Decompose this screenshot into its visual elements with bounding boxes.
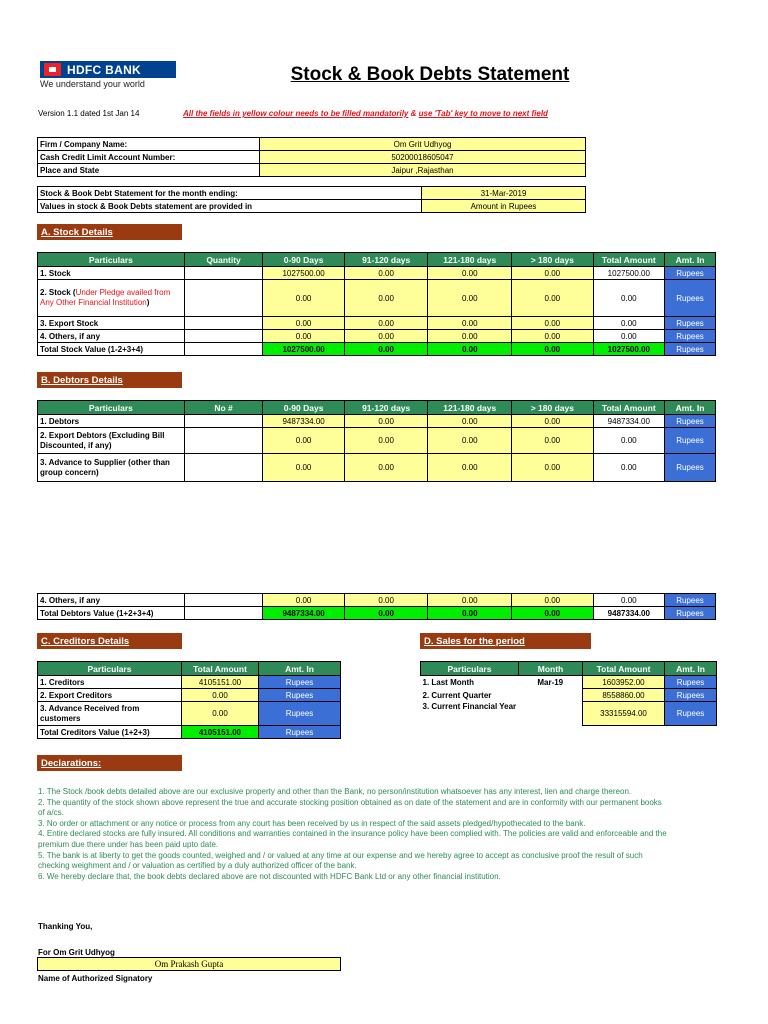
account-number-field[interactable]: 50200018605047 <box>260 151 586 164</box>
unit-cell: Rupees <box>664 594 715 607</box>
table-row <box>38 702 341 726</box>
value-cell[interactable]: 0.00 <box>428 594 512 607</box>
value-cell[interactable]: 0.00 <box>512 267 594 280</box>
unit-cell: Rupees <box>259 676 341 689</box>
total-value-cell: 0.00 <box>512 343 594 356</box>
table-row <box>38 280 716 317</box>
table-row <box>38 330 716 343</box>
total-label: Total Stock Value (1-2+3+4) <box>38 343 185 356</box>
unit-cell: Rupees <box>664 343 715 356</box>
unit-cell: Rupees <box>664 280 715 317</box>
col-total: Total Amount <box>182 662 259 676</box>
qty-cell <box>184 343 263 356</box>
value-cell[interactable]: 0.00 <box>512 454 594 482</box>
value-cell[interactable]: 0.00 <box>344 454 428 482</box>
total-cell: 1027500.00 <box>593 267 664 280</box>
col-total: Total Amount <box>583 662 665 676</box>
row-label: 3. Advance to Supplier (other than group concern) <box>38 454 185 482</box>
col-91-120: 91-120 days <box>344 253 428 267</box>
number-cell <box>184 607 263 620</box>
qty-cell[interactable] <box>184 267 263 280</box>
col-121-180: 121-180 days <box>428 401 512 415</box>
col-180-plus: > 180 days <box>512 253 594 267</box>
row-label: 2. Export Creditors <box>38 689 182 702</box>
value-cell[interactable]: 0.00 <box>428 280 512 317</box>
value-cell[interactable]: 0.00 <box>512 415 594 428</box>
unit-cell: Rupees <box>664 454 715 482</box>
table-row <box>421 676 717 689</box>
table-row <box>38 454 716 482</box>
sales-header-row <box>421 662 717 676</box>
value-cell[interactable]: 33315594.00 <box>583 702 665 726</box>
row-label: 3. Advance Received from customers <box>38 702 182 726</box>
row-label-suffix: ) <box>146 298 150 307</box>
row-label: 3. Export Stock <box>38 317 185 330</box>
stock-table <box>37 252 716 356</box>
value-cell[interactable]: 0.00 <box>182 702 259 726</box>
col-particulars: Particulars <box>421 662 519 676</box>
unit-cell: Rupees <box>664 317 715 330</box>
table-row <box>38 317 716 330</box>
total-value-cell: 0.00 <box>344 607 428 620</box>
unit-cell: Rupees <box>664 330 715 343</box>
col-91-120: 91-120 days <box>344 401 428 415</box>
col-quantity: Quantity <box>184 253 263 267</box>
total-cell: 0.00 <box>593 594 664 607</box>
table-row <box>38 428 716 454</box>
value-cell[interactable]: 0.00 <box>344 594 428 607</box>
total-label: Total Creditors Value (1+2+3) <box>38 726 182 739</box>
col-month: Month <box>519 662 583 676</box>
number-cell[interactable] <box>184 428 263 454</box>
creditors-table <box>37 661 341 739</box>
grand-total-cell: 9487334.00 <box>593 607 664 620</box>
debtors-total-table <box>37 593 716 620</box>
total-cell: 0.00 <box>593 454 664 482</box>
firm-details-table <box>37 137 586 177</box>
declaration-item: 2. The quantity of the stock shown above represent the true and accurate stocking position obtained as on date of the statement and are in conformity with our permanent books of a/cs. <box>38 797 662 818</box>
col-180-plus: > 180 days <box>512 401 594 415</box>
total-value-cell: 0.00 <box>344 343 428 356</box>
total-value-cell: 0.00 <box>428 343 512 356</box>
value-cell[interactable]: 0.00 <box>512 428 594 454</box>
total-cell: 0.00 <box>593 330 664 343</box>
row-label-pledge: Under Pledge availed from Any Other Financial Institution <box>40 288 171 307</box>
hdfc-logo <box>40 61 176 90</box>
row-label: 2. Current Quarter <box>422 690 492 700</box>
firm-name-label: Firm / Company Name: <box>38 138 260 151</box>
signatory-label: Name of Authorized Signatory <box>38 974 153 983</box>
number-cell[interactable] <box>184 454 263 482</box>
value-cell[interactable]: 0.00 <box>344 415 428 428</box>
value-cell[interactable]: 0.00 <box>512 317 594 330</box>
col-0-90: 0-90 Days <box>263 253 345 267</box>
value-cell[interactable]: 0.00 <box>344 330 428 343</box>
value-cell[interactable]: 0.00 <box>263 330 345 343</box>
total-cell: 0.00 <box>593 428 664 454</box>
unit-cell: Rupees <box>259 726 341 739</box>
unit-cell: Rupees <box>664 428 715 454</box>
value-cell[interactable]: 0.00 <box>428 267 512 280</box>
row-label: 2. Export Debtors (Excluding Bill Discounted, if any) <box>38 428 185 454</box>
value-cell[interactable]: 0.00 <box>344 267 428 280</box>
col-particulars: Particulars <box>38 253 185 267</box>
table-row <box>38 267 716 280</box>
value-cell[interactable]: 0.00 <box>263 454 345 482</box>
total-value-cell: 0.00 <box>512 607 594 620</box>
qty-cell[interactable] <box>184 317 263 330</box>
signatory-field[interactable] <box>37 957 341 971</box>
declaration-item: 5. The bank is at liberty to get the goods counted, weighed and / or valued at any time at our expense and we hereby agree to accept as conclusive proof the result of such checking weighment and / or valuation as certified by a duly authorized officer of the bank. <box>38 850 643 871</box>
total-row <box>38 607 716 620</box>
unit-cell: Rupees <box>259 702 341 726</box>
qty-cell[interactable] <box>184 280 263 317</box>
month-ending-label: Stock & Book Debt Statement for the month ending: <box>38 187 422 200</box>
row-label: 3. Current Financial Year <box>422 701 517 711</box>
value-cell[interactable]: 0.00 <box>263 594 345 607</box>
value-cell[interactable]: 0.00 <box>512 594 594 607</box>
value-cell[interactable]: 0.00 <box>182 689 259 702</box>
for-company-text: For Om Grit Udhyog <box>38 948 115 957</box>
value-cell[interactable]: 1603952.00 <box>583 676 665 689</box>
value-cell[interactable]: 0.00 <box>428 454 512 482</box>
value-cell[interactable]: 0.00 <box>512 330 594 343</box>
total-label: Total Debtors Value (1+2+3+4) <box>38 607 185 620</box>
declarations-list <box>38 787 668 882</box>
declaration-item: 3. No order or attachment or any notice or process from any court has been received by us in respect of the said assets pledged/hypothecated to the bank. <box>38 818 586 828</box>
place-label: Place and State <box>38 164 260 177</box>
value-cell[interactable]: 0.00 <box>512 280 594 317</box>
row-label: 4. Others, if any <box>38 330 185 343</box>
debtors-section-header: B. Debtors Details <box>37 372 182 388</box>
total-row <box>38 726 341 739</box>
note-pre: All the fields in yellow colour needs to be filled mandatorily <box>183 109 409 118</box>
total-cell: 9487334.00 <box>593 415 664 428</box>
unit-label: Values in stock & Book Debts statement are provided in <box>38 200 422 213</box>
total-row <box>38 343 716 356</box>
declaration-item: 6. We hereby declare that, the book debts declared above are not discounted with HDFC Bank Ltd or any other financial institution. <box>38 871 501 881</box>
value-cell[interactable]: 0.00 <box>344 428 428 454</box>
month-cell: Mar-19 <box>537 677 564 687</box>
month-cell <box>519 689 583 702</box>
row-label <box>38 280 185 317</box>
declaration-item: 1. The Stock /book debts detailed above are our exclusive property and other than the Bank, no person/institution whatsoever has any interest, lien and charge thereon. <box>38 787 632 796</box>
col-particulars: Particulars <box>38 662 182 676</box>
value-cell[interactable]: 0.00 <box>428 428 512 454</box>
col-unit: Amt. In <box>259 662 341 676</box>
debtors-header-row <box>38 401 716 415</box>
declarations-section-header: Declarations: <box>37 755 182 771</box>
creditors-section-header: C. Creditors Details <box>37 633 182 649</box>
stock-header-row <box>38 253 716 267</box>
value-cell[interactable]: 0.00 <box>263 428 345 454</box>
value-cell[interactable]: 8558860.00 <box>583 689 665 702</box>
col-0-90: 0-90 Days <box>263 401 345 415</box>
value-cell[interactable]: 9487334.00 <box>263 415 345 428</box>
row-label: 1. Last Month <box>422 677 475 687</box>
page-title: Stock & Book Debts Statement <box>290 64 570 85</box>
logo-tagline: We understand your world <box>40 79 145 89</box>
sales-section-header: D. Sales for the period <box>420 633 591 649</box>
value-cell[interactable]: 0.00 <box>263 317 345 330</box>
value-cell[interactable]: 0.00 <box>428 330 512 343</box>
thanking-text: Thanking You, <box>38 922 93 931</box>
debtors-table <box>37 400 716 482</box>
logo-name: HDFC BANK <box>67 62 142 77</box>
number-cell[interactable] <box>184 594 263 607</box>
table-row <box>38 594 716 607</box>
col-total: Total Amount <box>593 253 664 267</box>
unit-cell: Rupees <box>665 689 717 702</box>
total-cell: 0.00 <box>593 280 664 317</box>
unit-cell: Rupees <box>665 702 717 726</box>
value-cell[interactable]: 0.00 <box>428 415 512 428</box>
table-row <box>421 689 717 702</box>
col-unit: Amt. In <box>665 662 717 676</box>
number-cell[interactable] <box>184 415 263 428</box>
table-row <box>421 702 717 726</box>
unit-cell: Rupees <box>664 607 715 620</box>
unit-cell: Rupees <box>665 676 717 689</box>
unit-select[interactable]: Amount in Rupees <box>422 200 586 213</box>
statement-info-table <box>37 186 586 213</box>
value-cell[interactable]: 0.00 <box>344 280 428 317</box>
col-particulars: Particulars <box>38 401 185 415</box>
col-total: Total Amount <box>593 401 664 415</box>
col-121-180: 121-180 days <box>428 253 512 267</box>
version-text: Version 1.1 dated 1st Jan 14 <box>38 109 140 118</box>
table-row <box>38 689 341 702</box>
hdfc-logo-icon <box>44 63 61 76</box>
sales-table <box>420 661 717 726</box>
table-row <box>38 676 341 689</box>
unit-cell: Rupees <box>259 689 341 702</box>
stock-section-header: A. Stock Details <box>37 224 182 240</box>
declaration-item: 4. Entire declared stocks are fully insured. All conditions and warranties contained in the insurance policy have been complied with. The policies are valid and enforceable and the premium due there under has been paid upto date. <box>38 829 667 849</box>
value-cell[interactable]: 1027500.00 <box>263 267 345 280</box>
total-value-cell: 1027500.00 <box>263 343 345 356</box>
row-label: 1. Debtors <box>38 415 185 428</box>
unit-cell: Rupees <box>664 267 715 280</box>
firm-name-field[interactable]: Om Grit Udhyog <box>260 138 586 151</box>
row-label: 4. Others, if any <box>38 594 185 607</box>
row-label: 1. Creditors <box>38 676 182 689</box>
grand-total-cell: 1027500.00 <box>593 343 664 356</box>
account-number-label: Cash Credit Limit Account Number: <box>38 151 260 164</box>
value-cell[interactable]: 0.00 <box>428 317 512 330</box>
total-value-cell: 0.00 <box>428 607 512 620</box>
instruction-note <box>183 109 548 118</box>
value-cell[interactable]: 0.00 <box>263 280 345 317</box>
col-unit: Amt. In <box>664 401 715 415</box>
total-value-cell: 9487334.00 <box>263 607 345 620</box>
place-field[interactable]: Jaipur ,Rajasthan <box>260 164 586 177</box>
creditors-header-row <box>38 662 341 676</box>
month-ending-field[interactable]: 31-Mar-2019 <box>422 187 586 200</box>
col-number: No # <box>184 401 263 415</box>
signatory-name: Om Prakash Gupta <box>154 959 224 969</box>
total-cell: 0.00 <box>593 317 664 330</box>
row-label-prefix: 2. Stock ( <box>40 288 76 297</box>
note-post: use 'Tab' key to move to next field <box>418 109 548 118</box>
qty-cell[interactable] <box>184 330 263 343</box>
note-amp: & <box>410 109 417 118</box>
value-cell[interactable]: 4105151.00 <box>182 676 259 689</box>
value-cell[interactable]: 0.00 <box>344 317 428 330</box>
col-unit: Amt. In <box>664 253 715 267</box>
unit-cell: Rupees <box>664 415 715 428</box>
table-row <box>38 415 716 428</box>
row-label: 1. Stock <box>38 267 185 280</box>
grand-total-cell: 4105151.00 <box>182 726 259 739</box>
